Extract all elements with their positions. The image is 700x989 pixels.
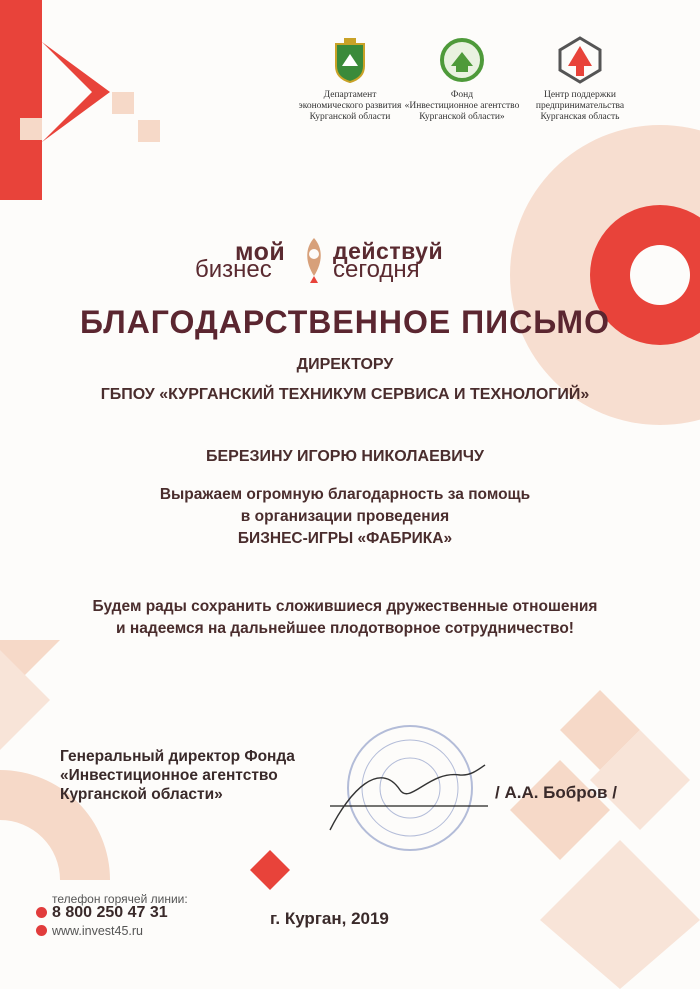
logo-business-support-center — [515, 36, 645, 123]
signatory-title-line: Генеральный директор Фонда — [60, 748, 295, 765]
peach-square — [112, 92, 134, 114]
rocket-pin-icon — [301, 236, 327, 284]
logo-investment-fund — [397, 36, 527, 123]
logo-caption-line: «Инвестиционное агентство — [404, 101, 520, 111]
fund-emblem-icon — [439, 36, 485, 84]
brand-logo — [195, 236, 495, 286]
wish-text-line: и надеемся на дальнейшее плодотворное сотрудничество! — [116, 620, 574, 637]
brand-word-segodnya: сегодня — [333, 256, 420, 283]
thanks-text-line: в организации проведения — [240, 508, 450, 525]
signatory-name: / А.А. Бобров / — [495, 783, 617, 802]
logo-caption-line: Центр поддержки — [543, 90, 616, 100]
logo-caption-line: Курганской области» — [419, 112, 505, 122]
document-title: БЛАГОДАРСТВЕННОЕ ПИСЬМО — [80, 304, 610, 340]
recipient-name: БЕРЕЗИНУ ИГОРЮ НИКОЛАЕВИЧУ — [206, 448, 484, 465]
peach-square — [20, 118, 42, 140]
wish-text-line: Будем рады сохранить сложившиеся дружественные отношения — [92, 598, 598, 615]
logo-caption-line: Курганской области — [309, 112, 391, 122]
hotline-label: телефон горячей линии: — [52, 892, 188, 906]
logo-caption-line: Департамент — [323, 90, 377, 100]
thanks-text-line: Выражаем огромную благодарность за помощь — [159, 486, 531, 503]
business-center-emblem-icon — [558, 36, 602, 84]
brand-word-biznes: бизнес — [195, 256, 272, 283]
globe-icon — [36, 925, 47, 936]
logo-economic-department — [285, 36, 415, 123]
coat-of-arms-kurgan-icon — [332, 36, 368, 84]
signatory-title-line: «Инвестиционное агентство — [60, 767, 278, 784]
city-year: г. Курган, 2019 — [270, 909, 389, 928]
brand-word-moy: мой — [235, 238, 286, 266]
signatory-title — [60, 747, 295, 804]
peach-square — [138, 120, 160, 142]
logo-caption-line: Фонд — [450, 90, 474, 100]
logo-caption-line: экономического развития — [298, 101, 402, 111]
handwritten-signature — [330, 765, 485, 830]
red-diamond — [250, 850, 290, 890]
phone-icon — [36, 907, 47, 918]
phone-number: 8 800 250 47 31 — [52, 904, 168, 921]
website-url: www.invest45.ru — [52, 924, 144, 938]
official-stamp — [348, 726, 472, 850]
recipient-organization: ГБПОУ «КУРГАНСКИЙ ТЕХНИКУМ СЕРВИСА И ТЕХНОЛОГИЙ» — [100, 386, 590, 403]
signatory-title-line: Курганской области» — [60, 786, 223, 803]
thanks-text-line: БИЗНЕС-ИГРЫ «ФАБРИКА» — [237, 530, 453, 547]
hotline-phone — [36, 904, 168, 922]
brand-word-deystvuy: действуй — [333, 238, 444, 264]
website — [36, 924, 143, 938]
logo-caption-line: предпринимательства — [535, 101, 625, 111]
recipient-role: ДИРЕКТОРУ — [296, 356, 394, 373]
logo-caption-line: Курганская область — [540, 112, 620, 122]
